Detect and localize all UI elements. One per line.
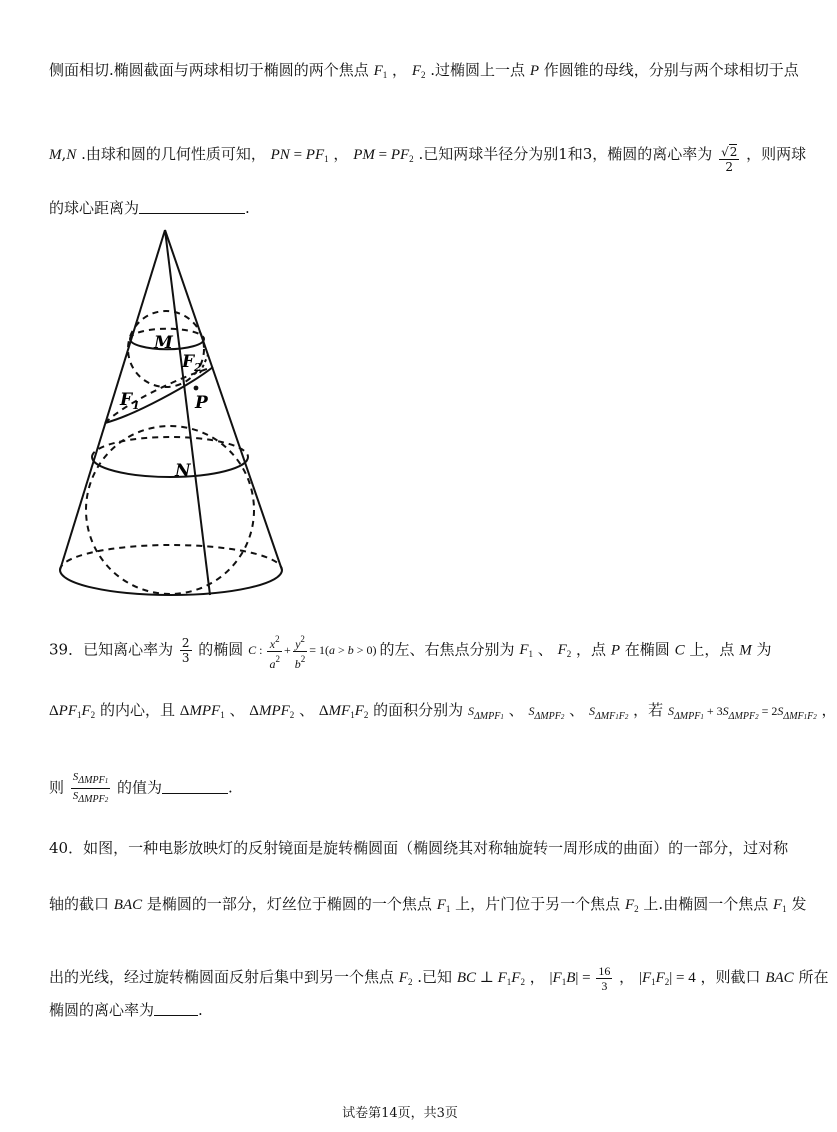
math-ratio-S: $\frac{\text{SΔMPF1}}{\text{SΔMPF2}}$ — [72, 771, 109, 805]
answer-blank[interactable] — [139, 198, 245, 214]
math-area-relation: $S_{\Delta MPF1} + 3S_{\Delta MPF2} = 2S_{\Delta MF1F2}$ — [667, 704, 817, 722]
math-triangle-MPF2: $\Delta MPF_2$ — [249, 703, 295, 720]
base-back-arc — [60, 545, 282, 570]
large-circle-front — [92, 457, 248, 477]
math-BC-perp: BC ⊥ $F_1F_2$ — [456, 969, 525, 987]
math-P: P — [610, 642, 621, 659]
label-F2: $F_2$ — [182, 352, 202, 374]
math-F1: $F_1$ — [436, 897, 451, 914]
math-P: P — [529, 63, 539, 79]
answer-blank[interactable] — [154, 1000, 198, 1016]
math-F1: $F_1$ — [373, 63, 388, 80]
math-F1: $F_1$ — [772, 897, 787, 914]
math-F2: $F_2$ — [557, 642, 572, 660]
math-triangle-MF1F2: $\Delta MF_1F_2$ — [318, 703, 369, 720]
math-triangle-PF1F2: $\Delta PF_1F_2$ — [49, 703, 96, 720]
q39-line-1: 39．已知离心率为 $\frac{2}{3}$ 的椭圆 C : $\frac{x^2}{a^2}$ + $\frac{y^2}{b^2}$ = 1(a > b > 0) 的左、右焦点分别为 $F_1$ 、 $F_2$ ，点 P 在椭圆 C 上，点 M 为 — [49, 634, 772, 671]
q38-line-3: 的球心距离为 . — [49, 199, 250, 217]
math-area-S-MPF2: $S_{\Delta MPF2}$ — [528, 704, 565, 722]
q40-line-4: 椭圆的离心率为 . — [49, 1001, 203, 1019]
math-MN: M — [49, 147, 62, 163]
math-frac-2-over-3: $\frac{2}{3}$ — [181, 635, 190, 665]
math-area-S-MF1F2: $S_{\Delta MF1F2}$ — [588, 704, 629, 722]
q40-line-2: 轴的截口 BAC 是椭圆的一部分，灯丝位于椭圆的一个焦点 $F_1$ 上，片门位于另一个焦点 $F_2$ 上.由椭圆一个焦点 $F_1$ 发 — [49, 895, 807, 914]
q38-line-2: M,N .由球和圆的几何性质可知， PN = $PF_1$ ， PM = $PF_2$ .已知两球半径分为别1和3，椭圆的离心率为 $\frac{√2}{2}$ ，则两球 — [49, 145, 807, 174]
math-area-S-MPF1: $S_{\Delta MPF1}$ — [467, 704, 504, 722]
math-F2: $F_2$ — [398, 969, 413, 987]
answer-blank[interactable] — [162, 778, 228, 794]
math-C: C — [674, 642, 685, 659]
label-F1: $F_1$ — [120, 390, 140, 412]
math-F2: $F_2$ — [411, 63, 426, 80]
point-P-dot — [194, 386, 199, 391]
math-ellipse-equation: C : $\frac{x^2}{a^2}$ + $\frac{y^2}{b^2}$ = 1(a > b > 0) — [248, 634, 377, 671]
math-F2: $F_2$ — [624, 897, 639, 914]
q40-line-3: 出的光线，经过旋转椭圆面反射后集中到另一个焦点 $F_2$ .已知 BC ⊥ $F_1F_2$ ， $|F_1B|$ = $\frac{16}{3}$ ， $|F_1F_2| = 4$ ，则截口 BAC 所在 — [49, 964, 829, 993]
math-PN-eq: PN = $PF_1$ — [270, 147, 329, 164]
cone-right-side — [165, 230, 282, 570]
math-F1B-length: $|F_1B|$ = $\frac{16}{3}$ — [549, 964, 611, 993]
math-BAC: BAC — [765, 969, 794, 986]
math-triangle-MPF1: $\Delta MPF_1$ — [179, 703, 225, 720]
label-N: N — [175, 461, 191, 481]
label-P: P — [195, 393, 208, 413]
q39-line-2: $\Delta PF_1F_2$ 的内心，且 $\Delta MPF_1$ 、 $\Delta MPF_2$ 、 $\Delta MF_1F_2$ 的面积分别为 $S_{\Delta MPF1}$ 、 $S_{\Delta MPF2}$ 、 $S_{\Delta MF1F2}$ ，若 $S_{\Delta MPF1} + 3S_{\Delta MPF2} = 2S_{\Delta MF1F2}$ ， — [49, 701, 837, 722]
cone-left-side — [60, 230, 165, 570]
math-BAC: BAC — [113, 897, 143, 913]
q40-line-1: 40．如图，一种电影放映灯的反射镜面是旋转椭圆面（椭圆绕其对称轴旋转一周形成的曲面）的一部分，过对称 — [49, 839, 789, 857]
base-front-arc — [60, 570, 282, 595]
label-M: M — [154, 333, 173, 353]
large-sphere — [86, 426, 254, 594]
math-frac-sqrt2-over-2: $\frac{√2}{2}$ — [721, 145, 738, 174]
math-F1F2-length: $|F_1F_2| = 4$ — [638, 969, 696, 987]
q38-line-1: 侧面相切.椭圆截面与两球相切于椭圆的两个焦点 $F_1$ ， $F_2$ .过椭圆上一点 P 作圆锥的母线，分别与两个球相切于点 — [49, 61, 799, 80]
q39-line-3: 则 $\frac{\text{SΔMPF1}}{\text{SΔMPF2}}$ 的值为 . — [49, 771, 233, 805]
math-PM-eq: PM = $PF_2$ — [353, 147, 414, 164]
cone-spheres-figure — [50, 225, 310, 600]
page-footer: 试卷第14页，共3页 — [342, 1106, 458, 1121]
math-M: M — [739, 642, 752, 659]
math-F1: $F_1$ — [519, 642, 534, 660]
